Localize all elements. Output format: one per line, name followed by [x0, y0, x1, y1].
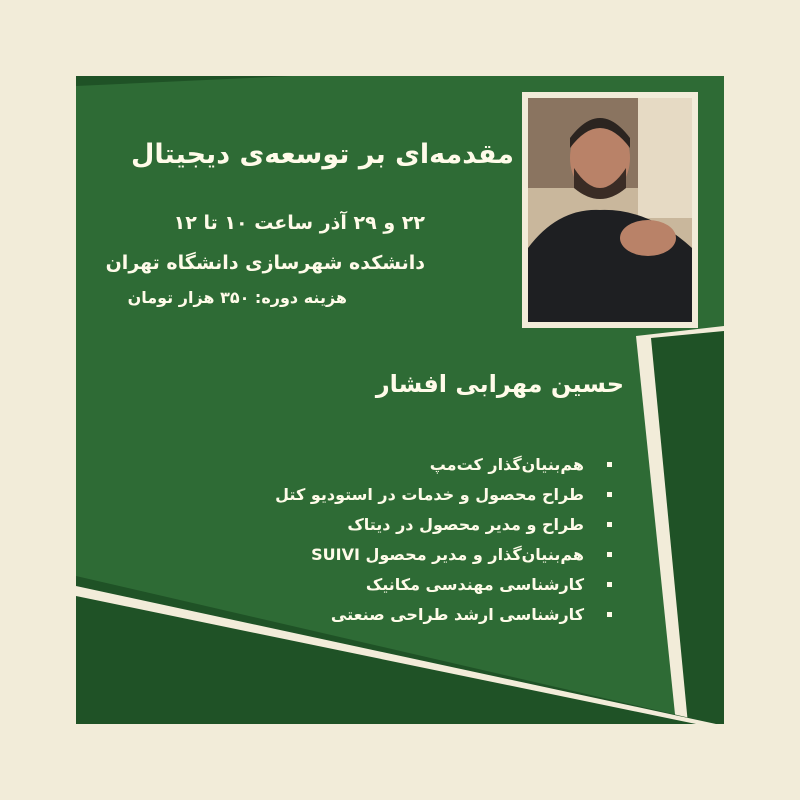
- instructor-roles-list: [275, 450, 612, 630]
- list-item: [275, 540, 612, 570]
- list-item: [275, 480, 612, 510]
- bullet-icon: [607, 612, 612, 617]
- list-item: [275, 570, 612, 600]
- course-fee: هزینه دوره: ۳۵۰ هزار تومان: [127, 288, 347, 307]
- bullet-icon: [607, 582, 612, 587]
- course-title: مقدمه‌ای بر توسعه‌ی دیجیتال: [130, 139, 514, 170]
- portrait-image: [528, 98, 692, 322]
- bullet-icon: [607, 462, 612, 467]
- role-text: هم‌بنیان‌گذار کت‌مپ: [429, 455, 584, 474]
- role-text: هم‌بنیان‌گذار و مدیر محصول SUIVI: [311, 545, 584, 564]
- role-text: کارشناسی ارشد طراحی صنعتی: [330, 605, 584, 624]
- bullet-icon: [607, 552, 612, 557]
- bullet-icon: [607, 522, 612, 527]
- instructor-photo: [522, 92, 698, 328]
- role-text: طراح محصول و خدمات در استودیو کتل: [275, 485, 584, 504]
- instructor-name: حسین مهرابی افشار: [375, 370, 624, 398]
- list-item: [275, 600, 612, 630]
- bullet-icon: [607, 492, 612, 497]
- course-location: دانشکده شهرسازی دانشگاه تهران: [105, 252, 425, 274]
- poster-frame: [76, 76, 724, 724]
- course-dates: ۲۲ و ۲۹ آذر ساعت ۱۰ تا ۱۲: [173, 212, 425, 234]
- list-item: [275, 510, 612, 540]
- role-text: کارشناسی مهندسی مکانیک: [365, 575, 584, 594]
- role-text: طراح و مدیر محصول در دیتاک: [347, 515, 584, 534]
- list-item: [275, 450, 612, 480]
